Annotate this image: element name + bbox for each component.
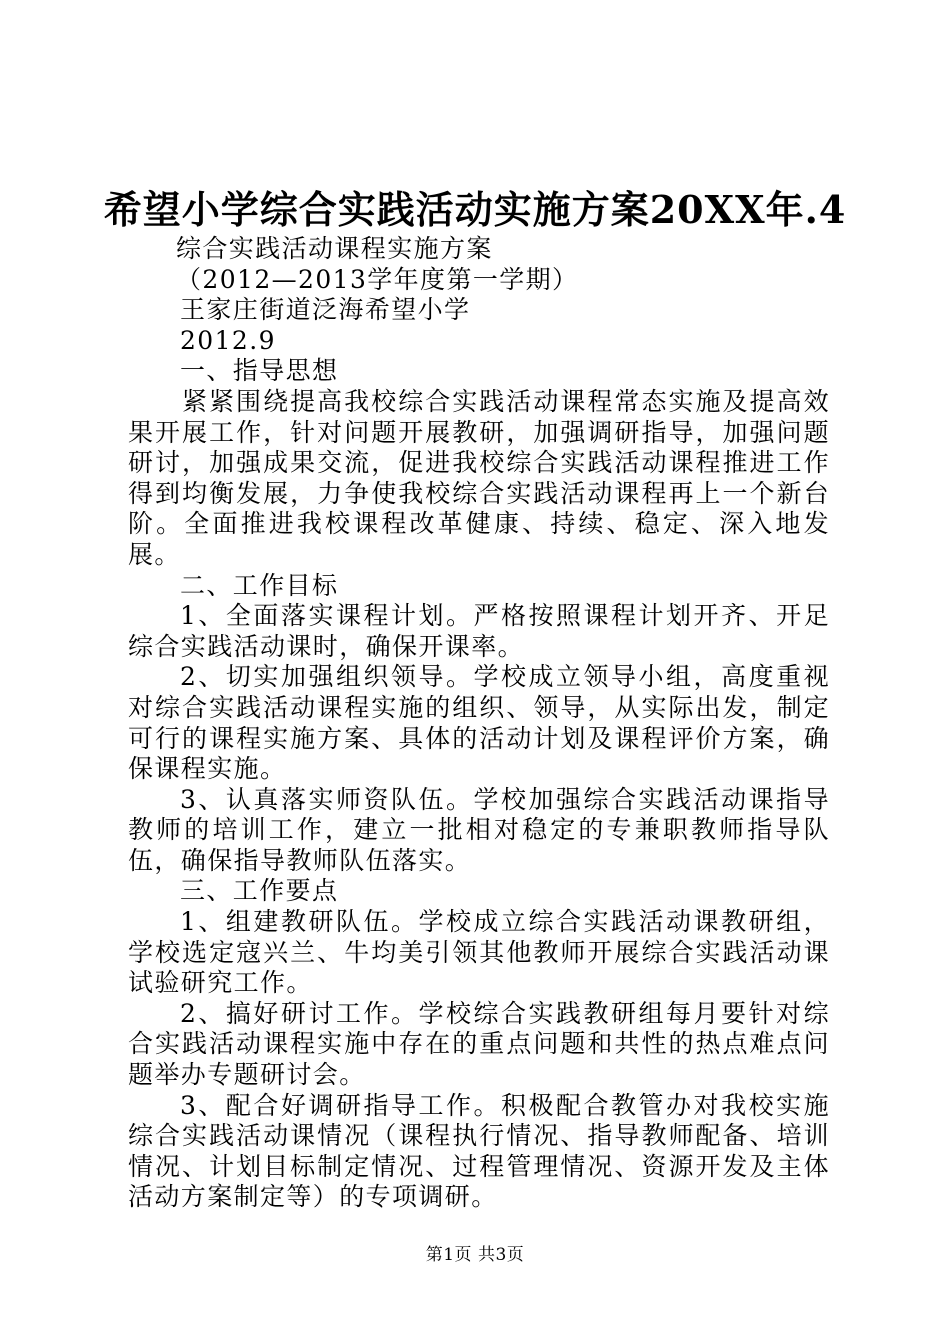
- keypoint-item-1: 1、组建教研队伍。学校成立综合实践活动课教研组，学校选定寇兴兰、牛均美引领其他教师开展综合实践活动课试验研究工作。: [128, 907, 830, 998]
- subtitle-line: 综合实践活动课程实施方案: [176, 234, 493, 263]
- paragraph-guiding: 紧紧围绕提高我校综合实践活动课程常态实施及提高效果开展工作，针对问题开展教研，加强调研指导，加强问题研讨，加强成果交流，促进我校综合实践活动课程推进工作得到均衡发展，力争使我校综合实践活动课程再上一个新台阶。全面推进我校课程改革健康、持续、稳定、深入地发展。: [128, 386, 830, 569]
- term-line: （2012—2013学年度第一学期）: [176, 264, 579, 294]
- date-line: 2012.9: [180, 325, 276, 355]
- document-title: 希望小学综合实践活动实施方案20XX年.4: [103, 187, 847, 232]
- school-line: 王家庄街道泛海希望小学: [180, 295, 471, 325]
- section-heading-goals: 二、工作目标: [180, 570, 339, 600]
- goal-item-2: 2、切实加强组织领导。学校成立领导小组，高度重视对综合实践活动课程实施的组织、领导，从实际出发，制定可行的课程实施方案、具体的活动计划及课程评价方案，确保课程实施。: [128, 662, 830, 784]
- keypoint-item-2: 2、搞好研讨工作。学校综合实践教研组每月要针对综合实践活动课程实施中存在的重点问题和共性的热点难点问题举办专题研讨会。: [128, 998, 830, 1090]
- section-heading-guiding: 一、指导思想: [180, 356, 339, 386]
- goal-item-1: 1、全面落实课程计划。严格按照课程计划开齐、开足综合实践活动课时，确保开课率。: [128, 601, 830, 661]
- page-indicator: 第1页 共3页: [425, 1245, 525, 1265]
- section-heading-keypoints: 三、工作要点: [180, 876, 339, 906]
- goal-item-3: 3、认真落实师资队伍。学校加强综合实践活动课指导教师的培训工作，建立一批相对稳定的专兼职教师指导队伍，确保指导教师队伍落实。: [128, 784, 830, 875]
- document-body: [128, 234, 830, 1213]
- keypoint-item-3: 3、配合好调研指导工作。积极配合教管办对我校实施综合实践活动课情况（课程执行情况、指导教师配备、培训情况、计划目标制定情况、过程管理情况、资源开发及主体活动方案制定等）的专项调研。: [128, 1090, 830, 1212]
